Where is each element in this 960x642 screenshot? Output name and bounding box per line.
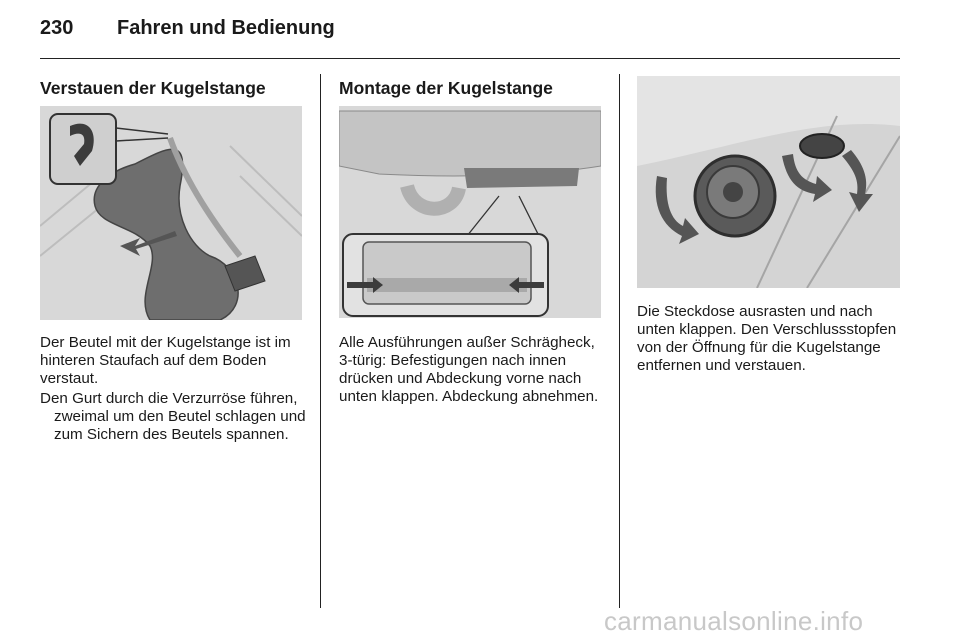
paragraph-cover-instructions: Alle Ausführungen außer Schrägheck, 3-türig: Befestigungen nach innen drücken und Abdeckung vorne nach unten klappen. Abdeckung abnehmen. bbox=[339, 334, 599, 405]
cover-illustration bbox=[339, 106, 601, 318]
figure-socket-unlatch bbox=[637, 76, 900, 288]
page-number: 230 bbox=[40, 17, 74, 39]
section-title-stowing: Verstauen der Kugelstange bbox=[40, 78, 266, 98]
figure-ball-bar-bag bbox=[40, 106, 302, 320]
section-title-mounting: Montage der Kugelstange bbox=[339, 78, 553, 98]
bag-illustration bbox=[40, 106, 302, 320]
chapter-title: Fahren und Bedienung bbox=[117, 17, 335, 39]
paragraph-socket-instructions: Die Steckdose ausrasten und nach unten klappen. Den Verschlussstopfen von der Öffnung für die Kugelstange entfernen und verstauen. bbox=[637, 303, 897, 374]
column-divider-1 bbox=[320, 74, 321, 608]
column-divider-2 bbox=[619, 74, 620, 608]
watermark: carmanualsonline.info bbox=[604, 606, 864, 636]
paragraph-strap-instructions: Den Gurt durch die Verzurröse führen, zweimal um den Beutel schlagen und zum Sichern des Beutels spannen. bbox=[40, 390, 306, 443]
paragraph-bag-location: Der Beutel mit der Kugelstange ist im hinteren Staufach auf dem Boden verstaut. bbox=[40, 334, 291, 387]
header-rule bbox=[40, 58, 900, 59]
socket-illustration bbox=[637, 76, 900, 288]
figure-cover-removal bbox=[339, 106, 601, 318]
